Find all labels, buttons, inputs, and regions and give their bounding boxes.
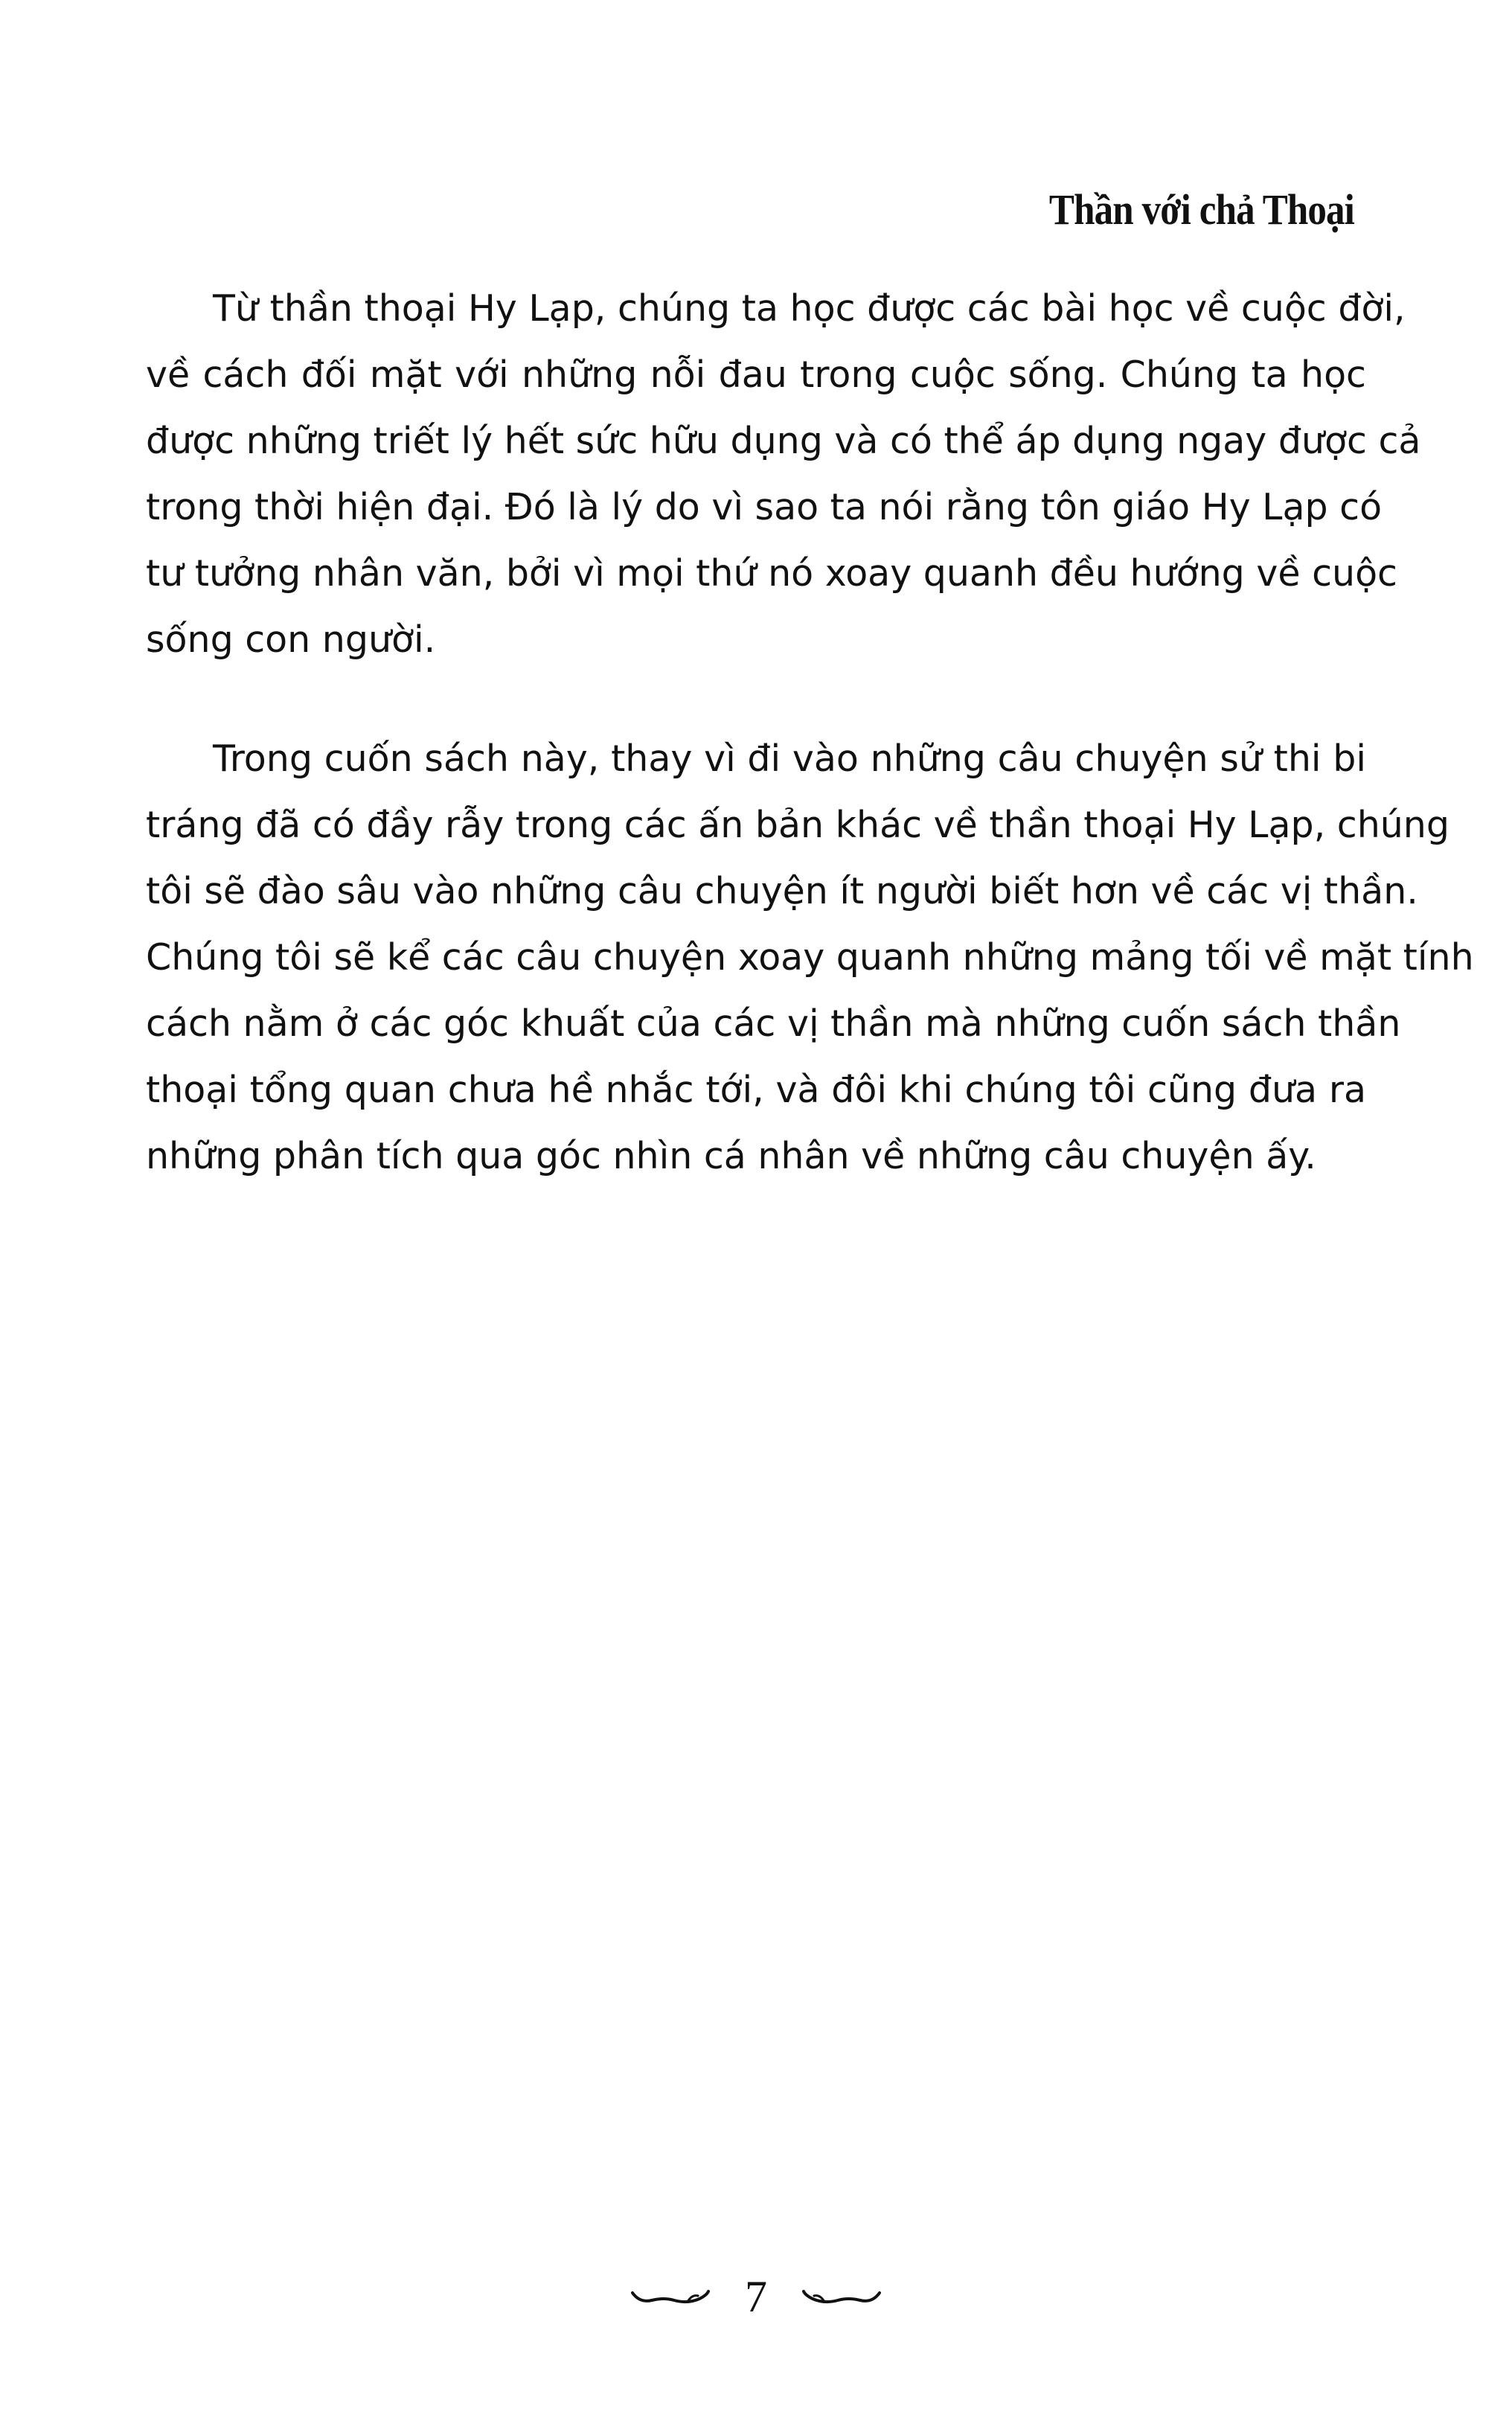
paragraph-line: trong thời hiện đại. Đó là lý do vì sao ta nói rằng tôn giáo Hy Lạp có xyxy=(146,486,1383,528)
body-text xyxy=(146,275,1474,1189)
paragraph-line: về cách đối mặt với những nỗi đau trong cuộc sống. Chúng ta học xyxy=(146,353,1366,396)
paragraph-1 xyxy=(146,275,1421,673)
paragraph-line: sống con người. xyxy=(146,618,436,661)
page-footer xyxy=(0,2266,1512,2323)
paragraph-line: Từ thần thoại Hy Lạp, chúng ta học được các bài học về cuộc đời, xyxy=(213,287,1406,330)
flourish-right-icon xyxy=(801,2285,882,2308)
paragraph-line: thoại tổng quan chưa hề nhắc tới, và đôi khi chúng tôi cũng đưa ra xyxy=(146,1069,1366,1111)
paragraph-line: tráng đã có đầy rẫy trong các ấn bản khác về thần thoại Hy Lạp, chúng xyxy=(146,804,1449,846)
page-number: 7 xyxy=(745,2272,767,2322)
paragraph-line: được những triết lý hết sức hữu dụng và có thể áp dụng ngay được cả xyxy=(146,420,1421,462)
paragraph-2 xyxy=(146,726,1474,1189)
paragraph-line: cách nằm ở các góc khuất của các vị thần mà những cuốn sách thần xyxy=(146,1002,1401,1045)
paragraph-spacer xyxy=(146,673,1366,726)
paragraph-line: Trong cuốn sách này, thay vì đi vào những câu chuyện sử thi bi xyxy=(213,737,1366,780)
flourish-left-icon xyxy=(630,2285,711,2308)
paragraph-line: tôi sẽ đào sâu vào những câu chuyện ít người biết hơn về các vị thần. xyxy=(146,870,1418,912)
paragraph-line: Chúng tôi sẽ kể các câu chuyện xoay quanh những mảng tối về mặt tính xyxy=(146,936,1474,979)
running-title: Thần với chả Thoại xyxy=(1048,185,1354,234)
paragraph-line: tư tưởng nhân văn, bởi vì mọi thứ nó xoay quanh đều hướng về cuộc xyxy=(146,552,1397,595)
paragraph-line: những phân tích qua góc nhìn cá nhân về những câu chuyện ấy. xyxy=(146,1135,1316,1177)
